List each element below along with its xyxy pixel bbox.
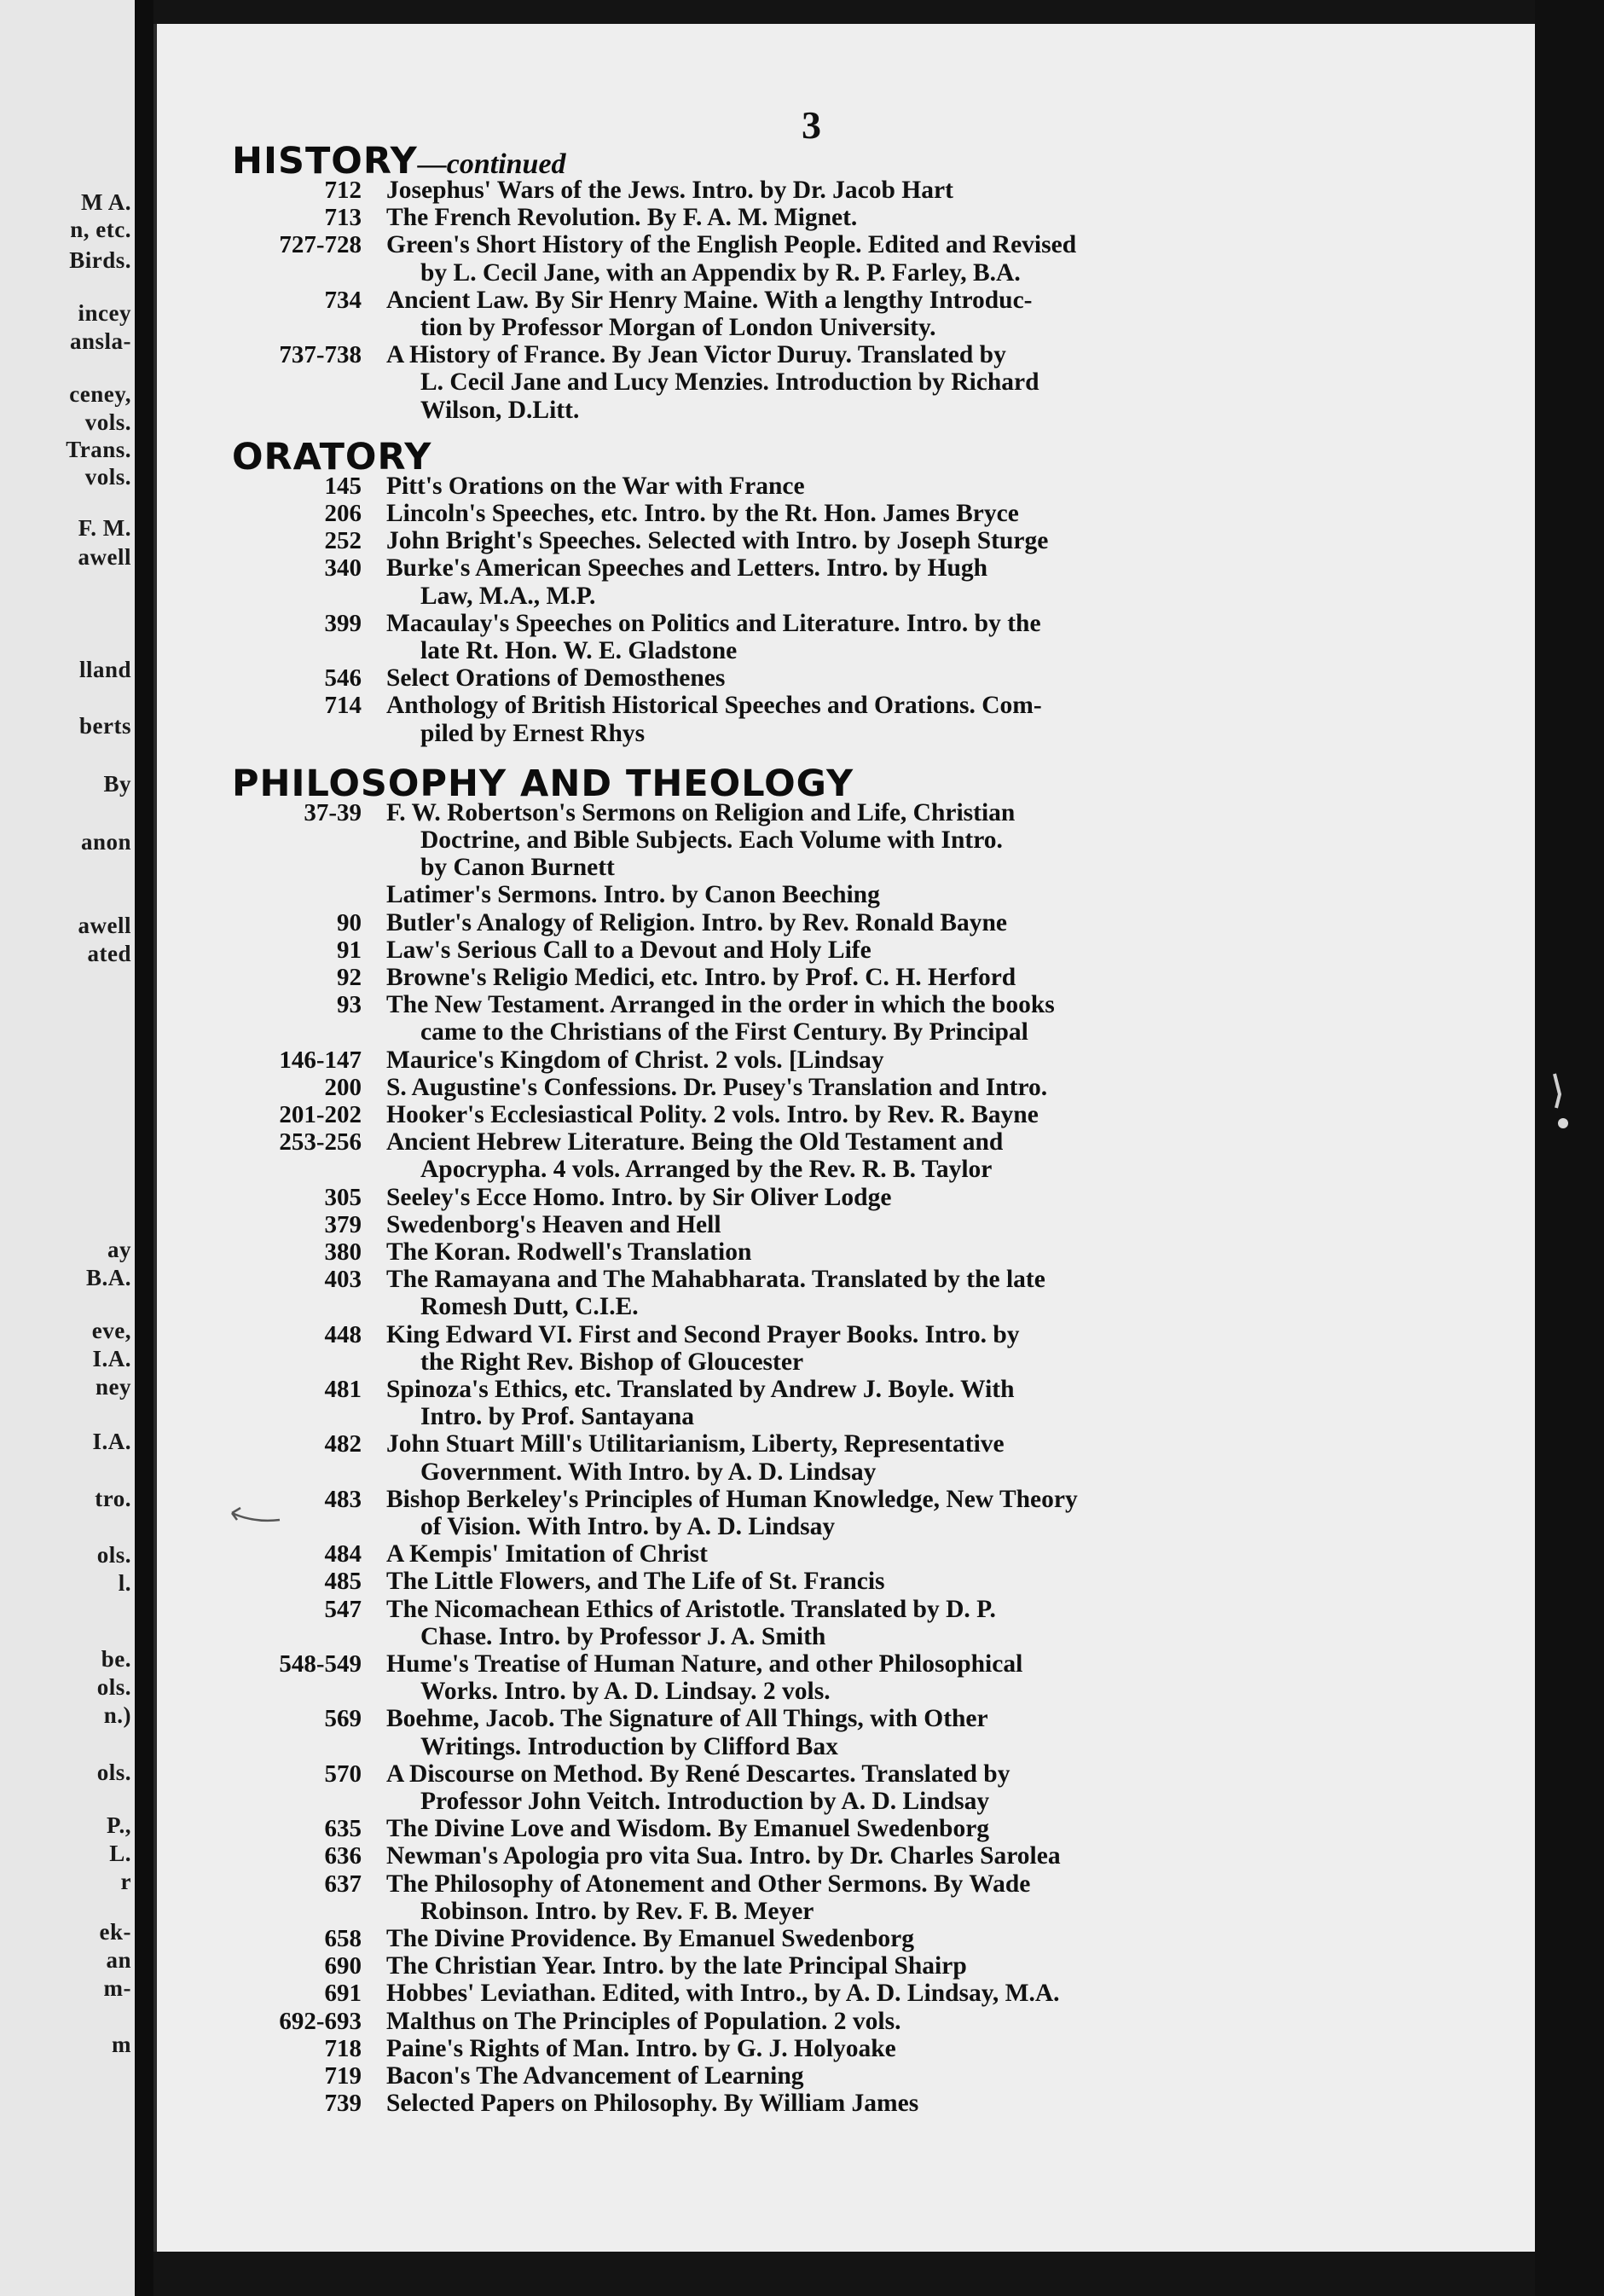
entry-title-line: Maurice's Kingdom of Christ. 2 vols. [Lindsay bbox=[386, 1046, 884, 1074]
entry-volume-number: 713 bbox=[324, 204, 362, 232]
previous-page-text-fragment: ols. bbox=[96, 1542, 131, 1568]
margin-smudge bbox=[1548, 1070, 1573, 1139]
entry-volume-number: 252 bbox=[324, 527, 362, 555]
pencil-arrow-mark bbox=[223, 1501, 283, 1527]
entry-title-line: S. Augustine's Confessions. Dr. Pusey's Translation and Intro. bbox=[386, 1073, 1048, 1101]
entry-continuation-line: Intro. by Prof. Santayana bbox=[420, 1403, 694, 1431]
entry-volume-number: 692-693 bbox=[279, 2007, 362, 2035]
entry-title-line: A History of France. By Jean Victor Duruy. Translated by bbox=[386, 341, 1006, 369]
previous-page-text-fragment: n.) bbox=[103, 1702, 131, 1728]
entry-continuation-line: came to the Christians of the First Century. By Principal bbox=[420, 1018, 1028, 1047]
entry-title-line: Paine's Rights of Man. Intro. by G. J. Holyoake bbox=[386, 2034, 896, 2062]
previous-page-text-fragment: lland bbox=[78, 657, 131, 682]
entry-volume-number: 636 bbox=[324, 1842, 362, 1870]
entry-title-line: Bacon's The Advancement of Learning bbox=[386, 2062, 804, 2090]
entry-title-line: The Ramayana and The Mahabharata. Translated by the late bbox=[386, 1266, 1045, 1294]
entry-title-line: Josephus' Wars of the Jews. Intro. by Dr. Jacob Hart bbox=[386, 177, 953, 204]
entry-volume-number: 399 bbox=[324, 609, 362, 637]
previous-page-text-fragment: B.A. bbox=[85, 1265, 131, 1290]
previous-page-text-fragment: anon bbox=[80, 829, 131, 855]
entry-volume-number: 548-549 bbox=[279, 1650, 362, 1678]
previous-page-text-fragment: berts bbox=[79, 713, 131, 739]
entry-title-line: Butler's Analogy of Religion. Intro. by Rev. Ronald Bayne bbox=[386, 908, 1008, 936]
previous-page-text-fragment: Birds. bbox=[69, 247, 131, 273]
entry-volume-number: 93 bbox=[337, 991, 362, 1019]
previous-page-text-fragment: I.A. bbox=[92, 1429, 131, 1454]
previous-page-text-fragment: eve, bbox=[91, 1318, 131, 1343]
entry-volume-number: 145 bbox=[324, 472, 362, 500]
entry-volume-number: 484 bbox=[324, 1540, 362, 1568]
entry-title-line: Boehme, Jacob. The Signature of All Things, with Other bbox=[386, 1705, 988, 1733]
entry-volume-number: 146-147 bbox=[279, 1046, 362, 1074]
entry-volume-number: 448 bbox=[324, 1320, 362, 1348]
entry-volume-number: 712 bbox=[324, 177, 362, 204]
entry-continuation-line: Works. Intro. by A. D. Lindsay. 2 vols. bbox=[420, 1678, 831, 1706]
entry-title-line: Swedenborg's Heaven and Hell bbox=[386, 1210, 721, 1238]
entry-title-line: John Stuart Mill's Utilitarianism, Liberty, Representative bbox=[386, 1430, 1005, 1458]
previous-page-text-fragment: awell bbox=[78, 913, 131, 938]
previous-page-text-fragment: ols. bbox=[96, 1760, 131, 1785]
entry-title-line: Pitt's Orations on the War with France bbox=[386, 472, 805, 500]
entry-volume-number: 547 bbox=[324, 1595, 362, 1623]
previous-page-text-fragment: M A. bbox=[81, 189, 131, 215]
entry-title-line: Latimer's Sermons. Intro. by Canon Beeching bbox=[386, 881, 880, 909]
previous-page-text-fragment: F. M. bbox=[78, 515, 131, 541]
entry-title-line: Browne's Religio Medici, etc. Intro. by Prof. C. H. Herford bbox=[386, 964, 1016, 991]
entry-continuation-line: of Vision. With Intro. by A. D. Lindsay bbox=[420, 1513, 836, 1540]
entry-volume-number: 719 bbox=[324, 2062, 362, 2090]
entry-volume-number: 340 bbox=[324, 554, 362, 583]
entry-title-line: Seeley's Ecce Homo. Intro. by Sir Oliver Lodge bbox=[386, 1183, 892, 1211]
entry-title-line: The New Testament. Arranged in the order in which the books bbox=[386, 991, 1055, 1019]
entry-volume-number: 727-728 bbox=[279, 231, 362, 259]
entry-volume-number: 714 bbox=[324, 692, 362, 720]
entry-volume-number: 379 bbox=[324, 1210, 362, 1238]
entry-volume-number: 200 bbox=[324, 1073, 362, 1101]
entry-volume-number: 570 bbox=[324, 1760, 362, 1788]
entry-volume-number: 206 bbox=[324, 500, 362, 527]
previous-page-text-fragment: vols. bbox=[84, 409, 131, 435]
page-number: 3 bbox=[802, 103, 821, 147]
entry-volume-number: 253-256 bbox=[279, 1128, 362, 1157]
section-heading-title: HISTORY bbox=[232, 140, 418, 183]
entry-volume-number: 482 bbox=[324, 1430, 362, 1458]
entry-continuation-line: tion by Professor Morgan of London University. bbox=[420, 314, 936, 341]
entry-volume-number: 91 bbox=[337, 936, 362, 964]
entry-volume-number: 691 bbox=[324, 1980, 362, 2008]
entry-title-line: Select Orations of Demosthenes bbox=[386, 664, 726, 693]
entry-continuation-line: the Right Rev. Bishop of Gloucester bbox=[420, 1348, 804, 1376]
entry-title-line: The Little Flowers, and The Life of St. Francis bbox=[386, 1568, 885, 1596]
entry-title-line: The Christian Year. Intro. by the late Principal Shairp bbox=[386, 1952, 967, 1980]
entry-title-line: Law's Serious Call to a Devout and Holy Life bbox=[386, 936, 871, 964]
entry-volume-number: 485 bbox=[324, 1568, 362, 1596]
entry-title-line: A Discourse on Method. By René Descartes. Translated by bbox=[386, 1760, 1010, 1788]
entry-title-line: Bishop Berkeley's Principles of Human Knowledge, New Theory bbox=[386, 1485, 1078, 1513]
entry-volume-number: 737-738 bbox=[279, 341, 362, 369]
entry-title-line: Ancient Hebrew Literature. Being the Old Testament and bbox=[386, 1128, 1004, 1157]
previous-page-text-fragment: incey bbox=[78, 300, 131, 326]
entry-volume-number: 658 bbox=[324, 1925, 362, 1952]
previous-page-text-fragment: ay bbox=[107, 1237, 131, 1262]
entry-volume-number: 690 bbox=[324, 1952, 362, 1980]
entry-volume-number: 481 bbox=[324, 1376, 362, 1403]
entry-continuation-line: by Canon Burnett bbox=[420, 854, 615, 882]
entry-title-line: Anthology of British Historical Speeches and Orations. Com- bbox=[386, 692, 1042, 720]
entry-title-line: John Bright's Speeches. Selected with Intro. by Joseph Sturge bbox=[386, 527, 1049, 555]
previous-page-text-fragment: vols. bbox=[84, 464, 131, 490]
entry-continuation-line: late Rt. Hon. W. E. Gladstone bbox=[420, 637, 738, 664]
previous-page-text-fragment: tro. bbox=[95, 1486, 131, 1511]
previous-page-text-fragment: be. bbox=[101, 1646, 131, 1672]
entry-title-line: Newman's Apologia pro vita Sua. Intro. by Dr. Charles Sarolea bbox=[386, 1842, 1061, 1870]
entry-volume-number: 483 bbox=[324, 1485, 362, 1513]
entry-volume-number: 380 bbox=[324, 1238, 362, 1266]
previous-page-text-fragment: m bbox=[112, 2032, 131, 2057]
book-spine bbox=[135, 0, 153, 2296]
entry-volume-number: 718 bbox=[324, 2034, 362, 2062]
entry-volume-number: 637 bbox=[324, 1870, 362, 1898]
previous-page-text-fragment: awell bbox=[78, 544, 131, 570]
previous-page-text-fragment: m- bbox=[103, 1975, 131, 2001]
entry-continuation-line: by L. Cecil Jane, with an Appendix by R. P. Farley, B.A. bbox=[420, 258, 1021, 287]
entry-title-line: The Divine Love and Wisdom. By Emanuel Swedenborg bbox=[386, 1815, 990, 1843]
entry-title-line: Ancient Law. By Sir Henry Maine. With a lengthy Introduc- bbox=[386, 286, 1033, 314]
previous-page-text-fragment: r bbox=[120, 1869, 131, 1894]
right-margin-dark bbox=[1535, 0, 1604, 2296]
entry-title-line: Malthus on The Principles of Population. 2 vols. bbox=[386, 2007, 901, 2035]
entry-continuation-line: L. Cecil Jane and Lucy Menzies. Introduction by Richard bbox=[420, 368, 1039, 397]
entry-volume-number: 635 bbox=[324, 1815, 362, 1843]
entry-title-line: Green's Short History of the English People. Edited and Revised bbox=[386, 231, 1077, 259]
entry-continuation-line: piled by Ernest Rhys bbox=[420, 719, 646, 747]
entry-continuation-line: Doctrine, and Bible Subjects. Each Volume with Intro. bbox=[420, 826, 1003, 854]
entry-volume-number: 305 bbox=[324, 1183, 362, 1211]
entry-continuation-line: Law, M.A., M.P. bbox=[420, 582, 596, 610]
entry-title-line: Spinoza's Ethics, etc. Translated by Andrew J. Boyle. With bbox=[386, 1376, 1015, 1403]
entry-title-line: The French Revolution. By F. A. M. Mignet. bbox=[386, 204, 858, 232]
entry-continuation-line: Wilson, D.Litt. bbox=[420, 396, 580, 424]
entry-title-line: Hobbes' Leviathan. Edited, with Intro., by A. D. Lindsay, M.A. bbox=[386, 1980, 1060, 2008]
previous-page-text-fragment: an bbox=[106, 1947, 131, 1973]
previous-page-text-fragment: I.A. bbox=[92, 1346, 131, 1371]
entry-volume-number: 403 bbox=[324, 1266, 362, 1294]
previous-page-text-fragment: ated bbox=[87, 941, 131, 966]
previous-page-text-fragment: l. bbox=[118, 1570, 131, 1596]
previous-page-text-fragment: By bbox=[103, 771, 131, 797]
entry-title-line: Burke's American Speeches and Letters. Intro. by Hugh bbox=[386, 554, 988, 583]
entry-volume-number: 201-202 bbox=[279, 1101, 362, 1128]
entry-title-line: Lincoln's Speeches, etc. Intro. by the Rt. Hon. James Bryce bbox=[386, 500, 1019, 527]
previous-page-text-fragment: ansla- bbox=[69, 328, 131, 354]
entry-volume-number: 569 bbox=[324, 1705, 362, 1733]
entry-continuation-line: Chase. Intro. by Professor J. A. Smith bbox=[420, 1622, 826, 1650]
entry-volume-number: 90 bbox=[337, 908, 362, 936]
previous-page-text-fragment: L. bbox=[109, 1841, 131, 1866]
entry-continuation-line: Writings. Introduction by Clifford Bax bbox=[420, 1732, 838, 1760]
entry-title-line: A Kempis' Imitation of Christ bbox=[386, 1540, 708, 1568]
entry-volume-number: 734 bbox=[324, 286, 362, 314]
previous-page-text-fragment: ney bbox=[96, 1374, 131, 1400]
entry-continuation-line: Apocrypha. 4 vols. Arranged by the Rev. R. B. Taylor bbox=[420, 1156, 993, 1184]
entry-continuation-line: Professor John Veitch. Introduction by A. D. Lindsay bbox=[420, 1788, 990, 1815]
previous-page-text-fragment: Trans. bbox=[66, 437, 131, 462]
entry-volume-number: 37-39 bbox=[304, 798, 362, 826]
entry-continuation-line: Government. With Intro. by A. D. Lindsay bbox=[420, 1458, 877, 1486]
entry-continuation-line: Romesh Dutt, C.I.E. bbox=[420, 1293, 639, 1321]
entry-continuation-line: Robinson. Intro. by Rev. F. B. Meyer bbox=[420, 1897, 814, 1925]
entry-title-line: King Edward VI. First and Second Prayer Books. Intro. by bbox=[386, 1320, 1020, 1348]
entry-volume-number: 546 bbox=[324, 664, 362, 693]
entry-title-line: The Divine Providence. By Emanuel Swedenborg bbox=[386, 1925, 914, 1952]
section-heading-continued: —continued bbox=[417, 148, 566, 180]
entry-volume-number: 92 bbox=[337, 964, 362, 991]
previous-page-text-fragment: ek- bbox=[99, 1919, 131, 1945]
entry-title-line: Macaulay's Speeches on Politics and Literature. Intro. by the bbox=[386, 609, 1041, 637]
entry-title-line: The Philosophy of Atonement and Other Sermons. By Wade bbox=[386, 1870, 1031, 1898]
previous-page-text-fragment: ols. bbox=[96, 1674, 131, 1700]
previous-page-text-fragment: ceney, bbox=[69, 381, 131, 407]
entry-title-line: The Koran. Rodwell's Translation bbox=[386, 1238, 752, 1266]
entry-volume-number: 739 bbox=[324, 2090, 362, 2118]
entry-title-line: Hume's Treatise of Human Nature, and other Philosophical bbox=[386, 1650, 1023, 1678]
entry-title-line: The Nicomachean Ethics of Aristotle. Translated by D. P. bbox=[386, 1595, 996, 1623]
entry-title-line: Selected Papers on Philosophy. By William James bbox=[386, 2090, 919, 2118]
section-heading-title: PHILOSOPHY AND THEOLOGY bbox=[232, 762, 854, 805]
entry-title-line: Hooker's Ecclesiastical Polity. 2 vols. Intro. by Rev. R. Bayne bbox=[386, 1101, 1039, 1128]
section-heading-title: ORATORY bbox=[232, 435, 432, 478]
previous-page-text-fragment: n, etc. bbox=[70, 217, 131, 242]
previous-page-text-fragment: P., bbox=[106, 1812, 131, 1838]
previous-page-edge bbox=[0, 0, 135, 2296]
entry-title-line: F. W. Robertson's Sermons on Religion and Life, Christian bbox=[386, 798, 1016, 826]
